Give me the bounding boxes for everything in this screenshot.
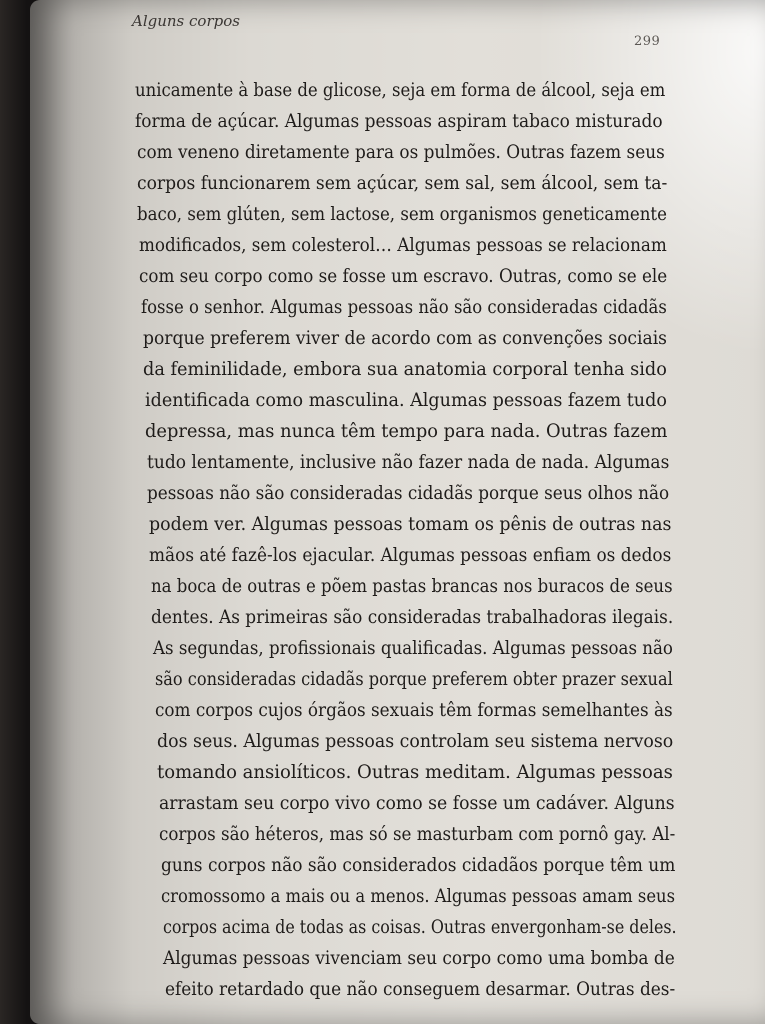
running-head: Alguns corpos xyxy=(132,12,240,30)
text-line: depressa, mas nunca têm tempo para nada. Outras fazem xyxy=(145,420,668,442)
text-line: são consideradas cidadãs porque preferem obter prazer sexual xyxy=(155,668,673,690)
text-line: podem ver. Algumas pessoas tomam os pênis de outras nas xyxy=(149,513,672,535)
text-line: porque preferem viver de acordo com as convenções sociais xyxy=(143,327,667,349)
text-line: com veneno diretamente para os pulmões. Outras fazem seus xyxy=(137,141,665,163)
text-line: efeito retardado que não conseguem desarmar. Outras des- xyxy=(165,978,676,1000)
text-line: da feminilidade, embora sua anatomia corporal tenha sido xyxy=(143,358,667,380)
text-line: guns corpos não são considerados cidadãos porque têm um xyxy=(161,854,676,876)
page-number: 299 xyxy=(634,34,661,49)
text-line: na boca de outras e põem pastas brancas nos buracos de seus xyxy=(151,575,673,597)
text-line: As segundas, profissionais qualificadas. Algumas pessoas não xyxy=(153,637,673,659)
text-line: modificados, sem colesterol… Algumas pessoas se relacionam xyxy=(139,234,667,256)
text-line: com corpos cujos órgãos sexuais têm formas semelhantes às xyxy=(155,699,673,721)
text-line: fosse o senhor. Algumas pessoas não são consideradas cidadãs xyxy=(141,296,667,318)
text-line: corpos funcionarem sem açúcar, sem sal, sem álcool, sem ta- xyxy=(137,172,668,194)
text-line: cromossomo a mais ou a menos. Algumas pessoas amam seus xyxy=(161,885,675,907)
text-line: pessoas não são consideradas cidadãs porque seus olhos não xyxy=(147,482,670,504)
text-line: com seu corpo como se fosse um escravo. Outras, como se ele xyxy=(139,265,668,287)
text-line: corpos são héteros, mas só se masturbam com pornô gay. Al- xyxy=(159,823,676,845)
body-text xyxy=(30,0,765,1024)
text-line: baco, sem glúten, sem lactose, sem organismos geneticamente xyxy=(137,203,667,225)
text-line: unicamente à base de glicose, seja em forma de álcool, seja em xyxy=(135,79,666,101)
text-line: forma de açúcar. Algumas pessoas aspiram tabaco misturado xyxy=(135,110,663,132)
text-line: dentes. As primeiras são consideradas trabalhadoras ilegais. xyxy=(151,606,674,628)
text-line: Algumas pessoas vivenciam seu corpo como uma bomba de xyxy=(163,947,675,969)
text-line: corpos acima de todas as coisas. Outras envergonham-se deles. xyxy=(163,916,677,938)
text-line: tomando ansiolíticos. Outras meditam. Algumas pessoas xyxy=(157,761,673,783)
text-line: dos seus. Algumas pessoas controlam seu sistema nervoso xyxy=(157,730,674,752)
text-line: identificada como masculina. Algumas pessoas fazem tudo xyxy=(145,389,667,411)
book-page xyxy=(30,0,765,1024)
text-line: arrastam seu corpo vivo como se fosse um cadáver. Alguns xyxy=(159,792,675,814)
text-line: tudo lentamente, inclusive não fazer nada de nada. Algumas xyxy=(147,451,670,473)
text-line: mãos até fazê-los ejacular. Algumas pessoas enfiam os dedos xyxy=(149,544,672,566)
